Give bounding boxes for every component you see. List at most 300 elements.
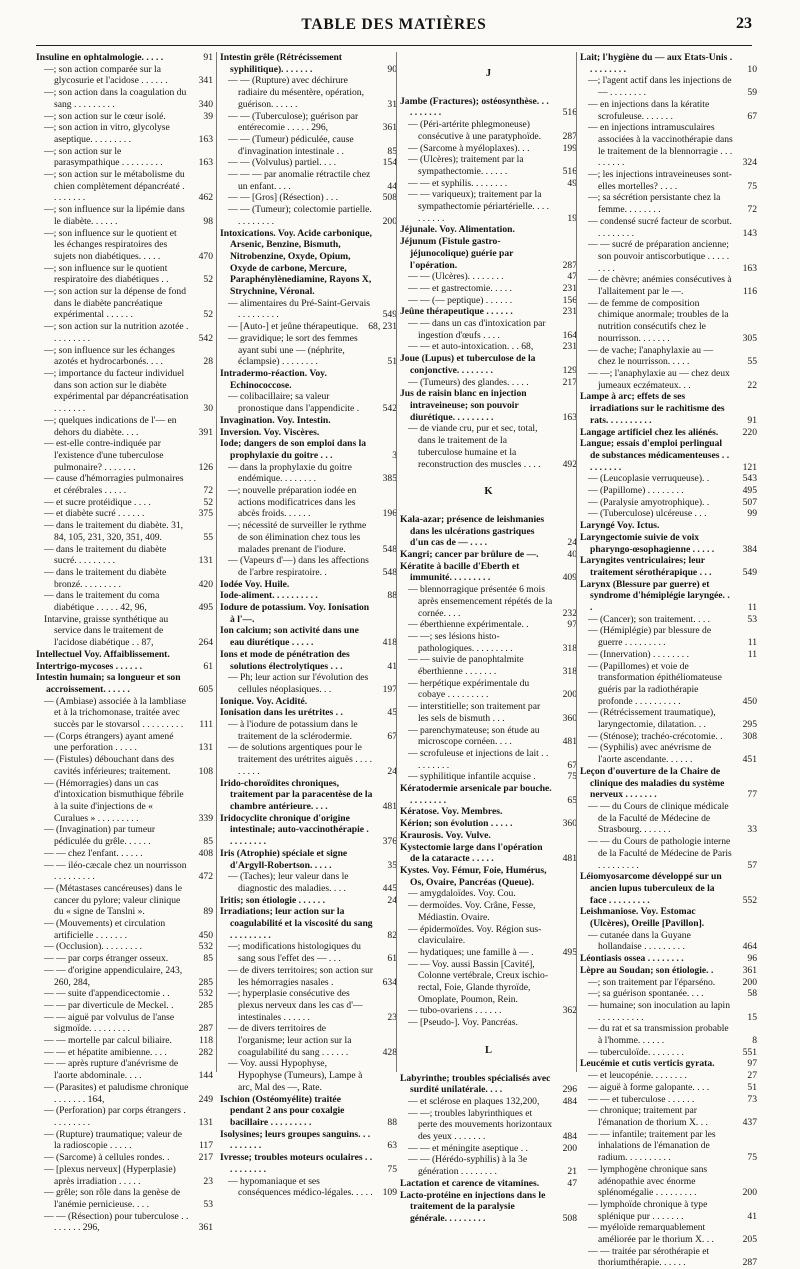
index-entry: [220, 368, 397, 391]
entry-page-number: 75: [387, 1163, 397, 1175]
index-entry: [220, 1094, 397, 1129]
entry-text: — — suivie de panophtalmite éberthienne . . . . . . .: [408, 654, 524, 678]
index-entry: [400, 318, 577, 341]
entry-page-number: 144: [198, 1070, 213, 1082]
entry-text: — (Tuberculose) ulcéreuse . . .: [588, 508, 707, 520]
entry-page-number: 196: [382, 508, 397, 520]
entry-text: — — (Hérédo-syphilis) à la 3e génération . . . . . . . .: [408, 1154, 528, 1178]
entry-text: Intestin humain; sa longueur et son accroissement. . . . . .: [36, 672, 181, 695]
index-entry: [36, 497, 213, 509]
entry-text: Léontiasis ossea . . . . . . . .: [580, 953, 684, 965]
entry-text: Kangri; cancer par brûlure de —.: [400, 549, 539, 561]
index-entry: [400, 818, 577, 830]
entry-page-number: 548: [382, 543, 397, 555]
entry-page-number: 55: [747, 356, 757, 368]
entry-page-number: 98: [203, 215, 213, 227]
index-entry: [220, 742, 397, 777]
entry-page-number: 197: [382, 683, 397, 695]
entry-text: — interstitielle; son traitement par les sels de bismuth . . .: [408, 701, 541, 724]
entry-text: — — (Résection) pour tuberculose . . . . . . . . 296,: [44, 1210, 189, 1234]
entry-text: Iode; dangers de son emploi dans la prophylaxie du goitre . . .: [220, 438, 367, 461]
entry-text: — dans le traitement du diabète. 31, 84, 105, 231, 320, 351, 409.: [44, 520, 184, 543]
entry-text: —; son influence sur le quotient et les échanges respiratoires des sujets non diabétiques. . . . .: [44, 227, 177, 262]
entry-page-number: 495: [198, 602, 213, 614]
index-entry: [36, 848, 213, 860]
entry-text: —; son action dans la coagulation du sang . . . . . . . . .: [44, 87, 187, 110]
entry-text: Jus de raisin blanc en injection intraveineuse; son pouvoir diurétique. . . . . . . . .: [400, 388, 527, 423]
index-entry: [220, 415, 397, 427]
index-entry: [220, 696, 397, 708]
entry-text: Leçon d'ouverture de la Chaire de clinique des maladies du système nerveux . . . . . . .: [580, 765, 725, 801]
index-entry: [400, 178, 577, 190]
entry-text: — (Papillomes) et voie de transformation épithéliomateuse guéris par la radiothérapie profonde . . . . . . . . . .: [588, 660, 722, 707]
entry-text: Isolysines; leurs groupes sanguins. . . . . . . . . .: [220, 1128, 371, 1152]
entry-text: — épidermoïdes. Voy. Région sus-claviculaire.: [408, 923, 542, 947]
entry-page-number: 507: [742, 496, 757, 508]
index-entry: [400, 725, 577, 748]
index-entry: [580, 216, 757, 239]
entry-text: Kala-azar; présence de leishmanies dans les ulcérations gastriques d'un cas de — . . . .: [400, 513, 545, 549]
index-entry: [580, 661, 757, 708]
index-entry: [580, 1058, 757, 1070]
entry-text: Langue; essais d'emploi perlingual de substances médicamenteuses . . . . . . . . .: [580, 438, 730, 473]
entry-text: —; sa guérison spontanée. . . .: [588, 988, 704, 1000]
index-entry: [580, 345, 757, 368]
entry-text: Leishmaniose. Voy. Estomac (Ulcères), Oreille [Pavillon].: [580, 906, 705, 930]
entry-page-number: 55: [203, 531, 213, 543]
entry-text: — — sucré de préparation ancienne; son pouvoir antiscorbutique . . . . . . . . .: [588, 239, 730, 274]
index-entry: [220, 204, 397, 227]
entry-text: Leucémie et cutis verticis gyrata.: [580, 1058, 715, 1070]
index-entry: [220, 1129, 397, 1152]
index-entry: [580, 1047, 757, 1059]
index-entry: [400, 888, 577, 900]
index-entry: [36, 87, 213, 110]
index-entry: [580, 766, 757, 801]
index-entry: [400, 748, 577, 771]
entry-text: — — et méningite aseptique . .: [408, 1142, 528, 1154]
entry-text: — de solutions argentiques pour le traitement des urétrites aiguës . . . . . . . . .: [228, 742, 373, 777]
index-entry: [580, 99, 757, 122]
entry-page-number: 126: [198, 461, 213, 473]
entry-text: —; son action comparée sur la glycosurie et l'acidose . . . . . .: [44, 63, 168, 87]
entry-text: — — mortelle par calcul biliaire.: [44, 1035, 172, 1047]
entry-text: Intertrigo-mycoses . . . . . .: [36, 660, 143, 672]
entry-text: Iritis; son étiologie . . . . . .: [220, 894, 325, 906]
index-entry: [580, 742, 757, 765]
entry-page-number: 58: [747, 988, 757, 1000]
entry-text: — condensé sucré facteur de scorbut. . . . . . . . .: [588, 215, 732, 239]
entry-page-number: 77: [747, 789, 757, 801]
index-entry: [36, 1035, 213, 1047]
index-entry: [400, 514, 577, 549]
running-title: TABLE DES MATIÈRES: [301, 16, 487, 33]
index-entry: [220, 649, 397, 672]
entry-text: —; son action sur le métabolisme du chien complètement dépancréaté . . . . . . . .: [44, 169, 185, 204]
entry-page-number: 264: [198, 637, 213, 649]
index-entry: [36, 918, 213, 941]
index-entry: [36, 64, 213, 87]
entry-page-number: 96: [747, 953, 757, 965]
entry-text: — (Tumeurs) des glandes. . . . .: [408, 376, 529, 388]
entry-page-number: 450: [198, 929, 213, 941]
entry-text: — cutanée dans la Guyane hollandaise . . . . . . . . .: [588, 929, 691, 953]
index-entry: [36, 614, 213, 649]
entry-page-number: 41: [387, 660, 397, 672]
entry-page-number: 75: [567, 771, 577, 783]
entry-text: — (Ulcères); traitement par la sympathectomie. . . . . .: [408, 154, 524, 177]
entry-text: —; son action sur la dépense de fond dans le diabète pancréatique expérimental . . . . . .: [44, 286, 187, 321]
entry-page-number: 295: [742, 719, 757, 731]
index-entry: [220, 1152, 397, 1175]
entry-page-number: 360: [562, 712, 577, 724]
index-entry: [220, 1176, 397, 1199]
entry-page-number: 67: [567, 759, 577, 771]
entry-text: Ionique. Voy. Acidité.: [220, 695, 308, 707]
entry-text: — et leucopénie. . . . . . . .: [588, 1070, 687, 1082]
entry-page-number: 232: [562, 607, 577, 619]
entry-text: —; importance du facteur individuel dans son action sur le diabète expérimental par dépancréatisation . . . . . . .: [44, 367, 189, 415]
index-entry: [220, 438, 397, 461]
entry-text: — (Péri-artérite phlegmoneuse) consécutive à une paratyphoïde.: [408, 119, 542, 142]
index-entry: [36, 590, 213, 613]
index-entry: [36, 52, 213, 64]
entry-page-number: 231: [562, 306, 577, 318]
entry-text: — herpétique expérimentale du cobaye . . . . . . . . .: [408, 677, 530, 701]
index-entry: [400, 654, 577, 677]
entry-page-number: 164: [562, 329, 577, 341]
entry-text: — (Occlusion). . . . . . . . .: [44, 941, 143, 953]
index-entry: [400, 924, 577, 947]
entry-text: — syphilitique infantile acquise .: [408, 771, 536, 783]
entry-page-number: 53: [203, 1198, 213, 1210]
entry-text: Inversion. Voy. Viscères.: [220, 426, 320, 438]
index-entry: [36, 988, 213, 1000]
entry-page-number: 23: [387, 1011, 397, 1023]
entry-page-number: 361: [198, 1222, 213, 1234]
index-entry: [36, 169, 213, 204]
index-entry: [36, 1152, 213, 1164]
index-entry: [400, 423, 577, 470]
entry-text: Laryngites ventriculaires; leur traitement sérothérapique . . .: [580, 555, 712, 578]
entry-text: — alimentaires du Pré-Saint-Gervais . . . . . . . . .: [228, 297, 370, 321]
entry-page-number: 63: [387, 1140, 397, 1152]
entry-text: — dermoïdes. Voy. Crâne, Fesse, Médiastin. Ovaire.: [408, 900, 536, 923]
index-entry: [580, 707, 757, 730]
index-entry: [400, 783, 577, 806]
entry-text: — dans la prophylaxie du goitre endémique. . . . . . . .: [228, 461, 352, 485]
entry-page-number: 75: [747, 180, 757, 192]
index-entry: [36, 345, 213, 368]
entry-page-number: 39: [203, 110, 213, 122]
entry-text: — et sclérose en plaques 132,200,: [408, 1095, 540, 1107]
entry-page-number: 28: [203, 356, 213, 368]
entry-page-number: 31: [387, 98, 397, 110]
entry-text: —; son action sur le parasympathique . . . . . . . . .: [44, 145, 163, 169]
index-entry: [400, 1108, 577, 1143]
entry-text: — myéloïde remarquablement améliorée par le thorium X. . .: [588, 1222, 714, 1246]
entry-text: — éberthienne expérimentale. .: [408, 619, 529, 631]
entry-page-number: 495: [562, 946, 577, 958]
entry-page-number: 11: [747, 637, 757, 649]
section-letter: J: [485, 68, 492, 79]
entry-page-number: 549: [382, 309, 397, 321]
entry-text: — de chèvre; anémies consécutives à l'allaitement par le —.: [588, 274, 732, 298]
entry-text: — colibacillaire; sa valeur pronostique dans l'appendicite .: [228, 391, 360, 415]
entry-text: — — après rupture d'anévrisme de l'aorte abdominale. . . .: [44, 1058, 179, 1082]
entry-page-number: 108: [198, 765, 213, 777]
entry-text: —; son influence sur les échanges azotés et hydrocarbonés. . . .: [44, 344, 175, 368]
entry-page-number: 72: [747, 204, 757, 216]
entry-page-number: 15: [747, 1011, 757, 1023]
index-entry: [220, 555, 397, 578]
index-entry: [220, 941, 397, 964]
entry-page-number: 361: [742, 964, 757, 976]
entry-text: Intarvine, graisse synthétique au service dans le traitement de l'acidose diabétique . . 87,: [44, 613, 169, 649]
index-entry: [36, 1058, 213, 1081]
entry-text: — et sucre protéidique . . . .: [44, 496, 151, 508]
entry-page-number: 111: [199, 719, 213, 731]
entry-text: — amygdaloïdes. Voy. Cou.: [408, 888, 516, 900]
entry-text: — — iléo-cæcale chez un nourrisson . . . . . . . . .: [44, 859, 187, 883]
index-entry: [220, 52, 397, 75]
entry-text: — — infantile; traitement par les inhalations de l'émanation de radium. . . . . . . . . .: [588, 1128, 716, 1164]
entry-text: Iodée Voy. Huile.: [220, 578, 290, 590]
index-entry: [220, 625, 397, 648]
entry-text: — — [Gros] (Résection) . . .: [228, 192, 339, 204]
index-entry: [580, 836, 757, 871]
index-entry: [580, 871, 757, 906]
index-entry: [400, 341, 577, 353]
entry-text: — — par corps étranger osseux.: [44, 953, 169, 965]
entry-text: — (Hémiplégie) par blessure de guerre . . . . . . . . .: [588, 625, 712, 649]
entry-page-number: 73: [747, 1093, 757, 1105]
entry-text: — parenchymateuse; son étude au microscope cornéen. . . .: [408, 724, 540, 748]
index-entry: [580, 473, 757, 485]
index-entry: [220, 965, 397, 988]
entry-page-number: 90: [387, 63, 397, 75]
index-entry: [220, 895, 397, 907]
page-header: [36, 14, 752, 38]
entry-page-number: 548: [382, 566, 397, 578]
entry-page-number: 200: [562, 1142, 577, 1154]
entry-text: — — et syphilis. . . . . . . .: [408, 177, 508, 189]
entry-page-number: 57: [747, 859, 757, 871]
index-entry: [220, 391, 397, 414]
entry-text: Jambe (Fractures); ostéosynthèse. . . . . . . . . .: [400, 95, 549, 119]
index-entry: [36, 754, 213, 777]
entry-page-number: 154: [382, 157, 397, 169]
index-entry: [400, 842, 577, 865]
entry-text: Lèpre au Soudan; son étiologie. .: [580, 964, 714, 976]
entry-page-number: 3: [392, 449, 397, 461]
entry-page-number: 481: [562, 736, 577, 748]
entry-text: —; son influence sur le quotient respiratoire des diabétiques . .: [44, 262, 169, 286]
index-entry: [400, 1073, 577, 1096]
entry-page-number: 285: [198, 976, 213, 988]
entry-page-number: 361: [382, 122, 397, 134]
entry-text: Iode-aliment. . . . . . . . . .: [220, 590, 318, 602]
entry-page-number: 287: [562, 259, 577, 271]
entry-text: — [Auto-] et jeûne thérapeutique.: [228, 321, 359, 333]
entry-text: Iridocyclite chronique d'origine intestinale; auto-vaccinothérapie . . . . . . . . .: [220, 812, 369, 848]
entry-text: — de femme de composition chimique anormale; troubles de la nutrition consécutifs chez le nourrisson. . . . . . .: [588, 297, 729, 344]
index-entry: [36, 111, 213, 123]
entry-page-number: 85: [203, 953, 213, 965]
entry-text: — — (Volvulus) partiel. . . .: [228, 157, 337, 169]
entry-page-number: 472: [198, 871, 213, 883]
entry-page-number: 481: [382, 801, 397, 812]
entry-page-number: 41: [747, 1210, 757, 1222]
entry-page-number: 51: [747, 1081, 757, 1093]
entry-page-number: 23: [203, 1175, 213, 1187]
entry-page-number: 91: [203, 52, 213, 63]
entry-text: — — Voy. aussi Bassin [Cavité], Colonne vertébrale, Creux ischio-rectal, Foie, Glande thyroïde, Omoplate, Poumon, Rein.: [408, 958, 549, 1005]
index-entry: [580, 485, 757, 497]
entry-text: — lymphoïde chronique à type splénique pur . . . . . . .: [588, 1198, 708, 1222]
index-entry: [580, 169, 757, 192]
index-entry: [220, 169, 397, 192]
entry-page-number: 10: [747, 63, 757, 75]
index-entry: [580, 274, 757, 297]
index-entry: [580, 977, 757, 989]
entry-page-number: 97: [747, 1058, 757, 1070]
index-entry: [36, 263, 213, 286]
entry-text: — dans le traitement du coma diabétique . . . . . 42, 96,: [44, 590, 160, 614]
index-entry: [580, 368, 757, 391]
entry-text: —; son action in vitro, glycolyse aseptique. . . . . . . . .: [44, 122, 170, 145]
entry-page-number: 391: [198, 426, 213, 438]
entry-page-number: 129: [562, 364, 577, 376]
entry-text: — (Sarcome à myéloplaxes). . .: [408, 142, 530, 154]
entry-text: — en injections dans la kératite scrofuleuse. . . . . . .: [588, 98, 710, 122]
entry-text: —; son traitement par l'éparséno.: [588, 976, 716, 988]
entry-text: — — (Rupture) avec déchirure radiaire du mésentère, opération, guérison. . . . . .: [228, 75, 364, 110]
entry-page-number: 35: [387, 859, 397, 871]
entry-text: Lacto-protéine en injections dans le traitement de la paralysie générale. . . . . . . . .: [400, 1189, 546, 1224]
entry-text: — (Corps étrangers) ayant amené une perforation . . . . .: [44, 730, 174, 754]
entry-page-number: 532: [198, 941, 213, 953]
index-entry: [580, 1246, 757, 1269]
entry-text: —; nécessité de surveiller le rythme de son élimination chez tous les malades prenant de l'iodure.: [228, 520, 367, 555]
entry-page-number: 131: [198, 555, 213, 567]
entry-page-number: 52: [203, 274, 213, 286]
index-entry: [36, 696, 213, 731]
entry-text: — grêle; son rôle dans la genèse de l'anémie pernicieuse. . . .: [44, 1187, 181, 1210]
index-entry: [400, 701, 577, 724]
entry-text: — — et gastrectomie. . . . .: [408, 282, 512, 294]
entry-page-number: 340: [198, 98, 213, 110]
index-entry: [36, 965, 213, 988]
index-entry: [400, 1154, 577, 1177]
index-entry: [580, 391, 757, 426]
entry-text: — (Métastases cancéreuses) dans le cancer du pylore; valeur clinique du « signe de Tanslni ».: [44, 882, 182, 918]
entry-text: — Voy. aussi Hypophyse, Hypophyse (Tumeurs), Lampe à arc, Mal des —, Rate.: [228, 1058, 363, 1093]
entry-page-number: 549: [742, 566, 757, 578]
header-rule: [36, 45, 752, 46]
index-entry: [220, 75, 397, 110]
entry-page-number: 516: [562, 107, 577, 119]
entry-text: Lait; l'hygiène du — aux Etats-Unis . . . . . . . . .: [580, 52, 733, 75]
index-entry: [400, 959, 577, 1006]
entry-page-number: 75: [747, 1152, 757, 1164]
entry-page-number: 308: [742, 730, 757, 742]
index-entry: [580, 731, 757, 743]
entry-text: — (Fistules) débouchant dans des cavités inférieures; traitement.: [44, 754, 175, 777]
index-entry: [580, 965, 757, 977]
entry-page-number: 516: [562, 165, 577, 177]
index-entry: [580, 953, 757, 965]
index-column-3: [396, 52, 577, 1224]
entry-page-number: 97: [567, 619, 577, 631]
index-entry: [580, 1094, 757, 1106]
index-entry: [400, 189, 577, 224]
entry-page-number: 40: [567, 549, 577, 561]
entry-text: — (Invagination) par tumeur pédiculée du grêle. . . . . .: [44, 824, 156, 848]
index-entry: [36, 1164, 213, 1187]
index-entry: [580, 579, 757, 614]
entry-page-number: 68, 231: [368, 321, 397, 333]
entry-page-number: 282: [198, 1046, 213, 1058]
index-entry: [580, 75, 757, 98]
entry-text: — — du Cours de clinique médicale de la Faculté de Médecine de Strasbourg. . . . . . .: [588, 801, 729, 836]
entry-page-number: 163: [742, 262, 757, 274]
entry-text: — — (Tumeur); colectomie partielle. . . . . . . . .: [228, 204, 372, 227]
entry-text: — aiguë à forme galopante. . . .: [588, 1081, 710, 1093]
index-entry: [580, 988, 757, 1000]
index-entry: [400, 1190, 577, 1225]
entry-page-number: 287: [562, 130, 577, 142]
entry-page-number: 8: [752, 1035, 757, 1047]
index-entry: [580, 649, 757, 661]
entry-text: — — (Tumeur) pédiculée, cause d'invagination intestinale . .: [228, 133, 354, 157]
entry-page-number: 552: [742, 894, 757, 906]
entry-text: — et diabète sucré . . . . . .: [44, 508, 145, 520]
entry-page-number: 508: [562, 1212, 577, 1224]
index-entry: [400, 678, 577, 701]
index-entry: [36, 321, 213, 344]
index-entry: [580, 438, 757, 473]
index-entry: [400, 619, 577, 631]
index-entry: [220, 707, 397, 719]
entry-text: — — dans un cas d'intoxication par ingestion d'œufs . . . .: [408, 318, 546, 341]
index-entry: [220, 871, 397, 894]
entry-text: — tubo-ovariens . . . . . .: [408, 1005, 502, 1017]
index-entry: [220, 485, 397, 520]
entry-page-number: 200: [382, 215, 397, 227]
index-entry: [36, 228, 213, 263]
entry-text: Kératite à bacille d'Eberth et immunité. . . . . . . . .: [400, 560, 520, 584]
index-entry: [36, 778, 213, 825]
entry-text: —; l'agent actif dans les injections de — . . . . . . . .: [588, 75, 732, 99]
index-entry: [580, 298, 757, 345]
entry-text: Ion calcium; son activité dans une eau diurétique . . . . .: [220, 625, 359, 649]
entry-text: — (Sténose); trachéo-crécotomie. .: [588, 730, 723, 742]
index-entry: [220, 1058, 397, 1093]
index-entry: [220, 192, 397, 204]
index-entry: [400, 295, 577, 307]
entry-text: Jéjunum (Fistule gastro-jéjunocolique) guérie par l'opération.: [400, 236, 514, 271]
entry-text: — — du Cours de pathologie interne de la Faculté de Médecine de Paris . . . . . . . . .: [588, 836, 732, 871]
entry-page-number: 324: [742, 157, 757, 169]
entry-page-number: 53: [747, 613, 757, 625]
entry-page-number: 249: [198, 1093, 213, 1105]
index-entry: [220, 111, 397, 134]
entry-page-number: 420: [198, 578, 213, 590]
entry-text: — (Rétrécissement traumatique), laryngectomie, dilatation. . .: [588, 707, 716, 731]
index-entry: [220, 228, 397, 298]
entry-page-number: 67: [747, 110, 757, 122]
